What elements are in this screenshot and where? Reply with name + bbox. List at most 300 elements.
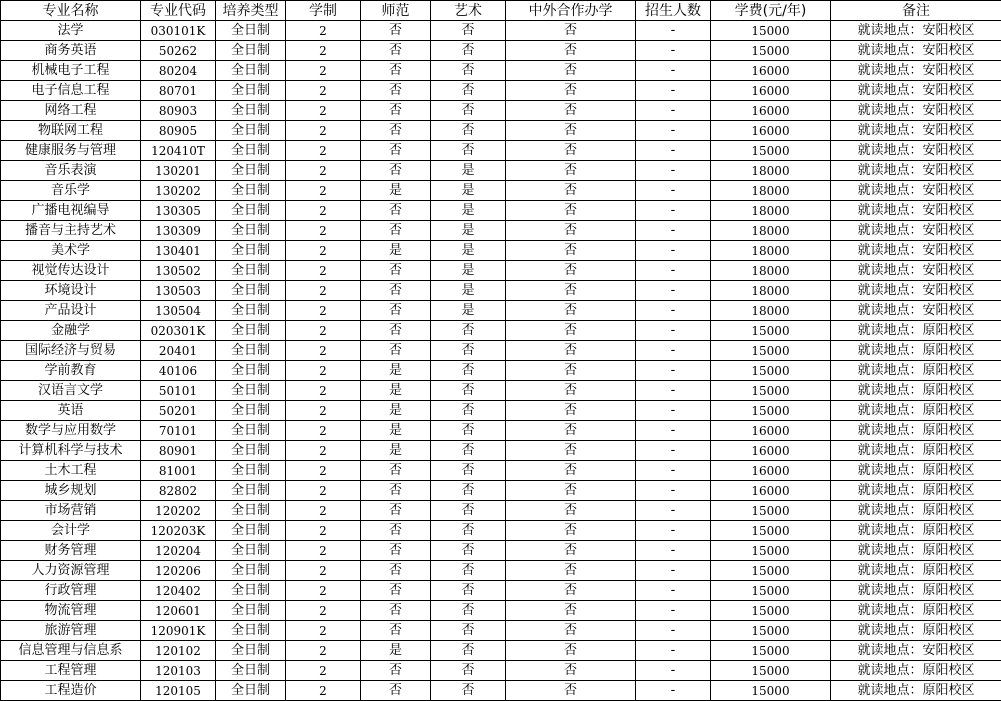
tuition-cell: 18000 xyxy=(711,241,831,261)
remarks-header: 备注 xyxy=(831,1,1001,21)
remarks-cell: 就读地点：原阳校区 xyxy=(831,361,1001,381)
major-name-cell: 播音与主持艺术 xyxy=(1,221,141,241)
major-code-cell: 80903 xyxy=(141,101,216,121)
major-code-cell: 20401 xyxy=(141,341,216,361)
major-code-cell: 120203K xyxy=(141,521,216,541)
art-cell: 否 xyxy=(431,621,506,641)
tuition-cell: 15000 xyxy=(711,381,831,401)
joint-program-cell: 否 xyxy=(506,521,636,541)
major-name-header: 专业名称 xyxy=(1,1,141,21)
enrollment-cell: - xyxy=(636,241,711,261)
training-type-cell: 全日制 xyxy=(216,241,286,261)
joint-program-cell: 否 xyxy=(506,301,636,321)
teacher-training-cell: 否 xyxy=(361,101,431,121)
remarks-cell: 就读地点：原阳校区 xyxy=(831,481,1001,501)
joint-program-cell: 否 xyxy=(506,41,636,61)
major-code-cell: 130309 xyxy=(141,221,216,241)
tuition-cell: 15000 xyxy=(711,321,831,341)
joint-program-cell: 否 xyxy=(506,161,636,181)
tuition-cell: 18000 xyxy=(711,281,831,301)
training-type-cell: 全日制 xyxy=(216,181,286,201)
training-type-cell: 全日制 xyxy=(216,121,286,141)
duration-cell: 2 xyxy=(286,121,361,141)
remarks-cell: 就读地点：安阳校区 xyxy=(831,121,1001,141)
table-row xyxy=(1,41,1001,61)
training-type-cell: 全日制 xyxy=(216,661,286,681)
duration-cell: 2 xyxy=(286,521,361,541)
table-row xyxy=(1,641,1001,661)
remarks-cell: 就读地点：安阳校区 xyxy=(831,81,1001,101)
major-code-cell: 120901K xyxy=(141,621,216,641)
joint-program-cell: 否 xyxy=(506,461,636,481)
duration-cell: 2 xyxy=(286,621,361,641)
major-name-cell: 土木工程 xyxy=(1,461,141,481)
duration-header: 学制 xyxy=(286,1,361,21)
major-code-cell: 120105 xyxy=(141,681,216,701)
enrollment-cell: - xyxy=(636,401,711,421)
major-name-cell: 数学与应用数学 xyxy=(1,421,141,441)
joint-program-cell: 否 xyxy=(506,261,636,281)
major-code-cell: 120206 xyxy=(141,561,216,581)
enrollment-cell: - xyxy=(636,101,711,121)
duration-cell: 2 xyxy=(286,381,361,401)
joint-program-cell: 否 xyxy=(506,21,636,41)
remarks-cell: 就读地点：安阳校区 xyxy=(831,101,1001,121)
major-code-cell: 80901 xyxy=(141,441,216,461)
training-type-cell: 全日制 xyxy=(216,621,286,641)
major-name-cell: 电子信息工程 xyxy=(1,81,141,101)
major-code-cell: 50101 xyxy=(141,381,216,401)
remarks-cell: 就读地点：原阳校区 xyxy=(831,661,1001,681)
enrollment-cell: - xyxy=(636,461,711,481)
teacher-training-cell: 是 xyxy=(361,181,431,201)
major-code-cell: 40106 xyxy=(141,361,216,381)
duration-cell: 2 xyxy=(286,81,361,101)
table-row xyxy=(1,141,1001,161)
tuition-cell: 15000 xyxy=(711,501,831,521)
tuition-cell: 18000 xyxy=(711,161,831,181)
remarks-cell: 就读地点：原阳校区 xyxy=(831,601,1001,621)
table-row xyxy=(1,321,1001,341)
training-type-cell: 全日制 xyxy=(216,501,286,521)
joint-program-cell: 否 xyxy=(506,561,636,581)
enrollment-cell: - xyxy=(636,501,711,521)
art-header: 艺术 xyxy=(431,1,506,21)
duration-cell: 2 xyxy=(286,581,361,601)
table-row xyxy=(1,241,1001,261)
art-cell: 否 xyxy=(431,421,506,441)
major-name-cell: 音乐表演 xyxy=(1,161,141,181)
major-code-cell: 120103 xyxy=(141,661,216,681)
teacher-training-cell: 否 xyxy=(361,201,431,221)
major-name-cell: 健康服务与管理 xyxy=(1,141,141,161)
training-type-cell: 全日制 xyxy=(216,101,286,121)
training-type-cell: 全日制 xyxy=(216,581,286,601)
major-code-cell: 130503 xyxy=(141,281,216,301)
tuition-cell: 15000 xyxy=(711,521,831,541)
major-code-cell: 020301K xyxy=(141,321,216,341)
major-code-cell: 120204 xyxy=(141,541,216,561)
art-cell: 是 xyxy=(431,281,506,301)
tuition-cell: 15000 xyxy=(711,641,831,661)
tuition-cell: 16000 xyxy=(711,461,831,481)
table-row xyxy=(1,481,1001,501)
enrollment-cell: - xyxy=(636,61,711,81)
table-row xyxy=(1,581,1001,601)
training-type-cell: 全日制 xyxy=(216,201,286,221)
art-cell: 是 xyxy=(431,181,506,201)
joint-program-cell: 否 xyxy=(506,361,636,381)
art-cell: 否 xyxy=(431,601,506,621)
major-code-cell: 130401 xyxy=(141,241,216,261)
art-cell: 否 xyxy=(431,101,506,121)
enrollment-cell: - xyxy=(636,81,711,101)
training-type-cell: 全日制 xyxy=(216,361,286,381)
tuition-cell: 15000 xyxy=(711,361,831,381)
major-code-cell: 130201 xyxy=(141,161,216,181)
duration-cell: 2 xyxy=(286,641,361,661)
art-cell: 否 xyxy=(431,441,506,461)
training-type-cell: 全日制 xyxy=(216,521,286,541)
remarks-cell: 就读地点：原阳校区 xyxy=(831,401,1001,421)
joint-program-cell: 否 xyxy=(506,421,636,441)
remarks-cell: 就读地点：原阳校区 xyxy=(831,521,1001,541)
major-code-cell: 50201 xyxy=(141,401,216,421)
table-body xyxy=(1,21,1001,701)
joint-program-cell: 否 xyxy=(506,541,636,561)
teacher-training-cell: 否 xyxy=(361,281,431,301)
table-row xyxy=(1,361,1001,381)
teacher-training-cell: 否 xyxy=(361,321,431,341)
duration-cell: 2 xyxy=(286,61,361,81)
tuition-cell: 15000 xyxy=(711,141,831,161)
enrollment-cell: - xyxy=(636,361,711,381)
training-type-cell: 全日制 xyxy=(216,221,286,241)
duration-cell: 2 xyxy=(286,141,361,161)
joint-program-cell: 否 xyxy=(506,481,636,501)
joint-program-cell: 否 xyxy=(506,641,636,661)
tuition-cell: 15000 xyxy=(711,581,831,601)
joint-program-cell: 否 xyxy=(506,581,636,601)
tuition-cell: 15000 xyxy=(711,561,831,581)
art-cell: 是 xyxy=(431,261,506,281)
teacher-training-header: 师范 xyxy=(361,1,431,21)
major-name-cell: 视觉传达设计 xyxy=(1,261,141,281)
tuition-cell: 15000 xyxy=(711,601,831,621)
table-row xyxy=(1,441,1001,461)
tuition-cell: 15000 xyxy=(711,21,831,41)
remarks-cell: 就读地点：安阳校区 xyxy=(831,21,1001,41)
tuition-cell: 16000 xyxy=(711,441,831,461)
major-name-cell: 法学 xyxy=(1,21,141,41)
teacher-training-cell: 否 xyxy=(361,501,431,521)
teacher-training-cell: 否 xyxy=(361,261,431,281)
training-type-cell: 全日制 xyxy=(216,681,286,701)
tuition-cell: 15000 xyxy=(711,541,831,561)
enrollment-cell: - xyxy=(636,201,711,221)
training-type-cell: 全日制 xyxy=(216,161,286,181)
remarks-cell: 就读地点：安阳校区 xyxy=(831,201,1001,221)
teacher-training-cell: 是 xyxy=(361,361,431,381)
enrollment-cell: - xyxy=(636,141,711,161)
joint-program-cell: 否 xyxy=(506,61,636,81)
remarks-cell: 就读地点：安阳校区 xyxy=(831,241,1001,261)
table-row xyxy=(1,261,1001,281)
joint-program-cell: 否 xyxy=(506,281,636,301)
enrollment-cell: - xyxy=(636,641,711,661)
teacher-training-cell: 是 xyxy=(361,641,431,661)
joint-program-cell: 否 xyxy=(506,441,636,461)
enrollment-cell: - xyxy=(636,601,711,621)
duration-cell: 2 xyxy=(286,401,361,421)
remarks-cell: 就读地点：安阳校区 xyxy=(831,301,1001,321)
teacher-training-cell: 否 xyxy=(361,61,431,81)
table-row xyxy=(1,221,1001,241)
art-cell: 否 xyxy=(431,561,506,581)
major-code-cell: 130502 xyxy=(141,261,216,281)
joint-program-cell: 否 xyxy=(506,181,636,201)
tuition-cell: 18000 xyxy=(711,261,831,281)
duration-cell: 2 xyxy=(286,481,361,501)
table-row xyxy=(1,61,1001,81)
major-code-cell: 030101K xyxy=(141,21,216,41)
enrollment-cell: - xyxy=(636,341,711,361)
teacher-training-cell: 否 xyxy=(361,601,431,621)
joint-program-cell: 否 xyxy=(506,101,636,121)
major-name-cell: 城乡规划 xyxy=(1,481,141,501)
major-name-cell: 市场营销 xyxy=(1,501,141,521)
remarks-cell: 就读地点：原阳校区 xyxy=(831,621,1001,641)
training-type-cell: 全日制 xyxy=(216,301,286,321)
remarks-cell: 就读地点：安阳校区 xyxy=(831,261,1001,281)
art-cell: 否 xyxy=(431,541,506,561)
training-type-cell: 全日制 xyxy=(216,141,286,161)
enrollment-cell: - xyxy=(636,261,711,281)
training-type-cell: 全日制 xyxy=(216,541,286,561)
training-type-cell: 全日制 xyxy=(216,641,286,661)
art-cell: 是 xyxy=(431,241,506,261)
duration-cell: 2 xyxy=(286,601,361,621)
duration-cell: 2 xyxy=(286,661,361,681)
training-type-cell: 全日制 xyxy=(216,341,286,361)
table-row xyxy=(1,301,1001,321)
teacher-training-cell: 否 xyxy=(361,301,431,321)
remarks-cell: 就读地点：原阳校区 xyxy=(831,461,1001,481)
remarks-cell: 就读地点：原阳校区 xyxy=(831,561,1001,581)
table-row xyxy=(1,381,1001,401)
joint-program-cell: 否 xyxy=(506,221,636,241)
art-cell: 否 xyxy=(431,21,506,41)
major-code-cell: 80701 xyxy=(141,81,216,101)
teacher-training-cell: 是 xyxy=(361,421,431,441)
teacher-training-cell: 否 xyxy=(361,581,431,601)
table-row xyxy=(1,401,1001,421)
duration-cell: 2 xyxy=(286,261,361,281)
joint-program-cell: 否 xyxy=(506,401,636,421)
enrollment-cell: - xyxy=(636,441,711,461)
duration-cell: 2 xyxy=(286,181,361,201)
art-cell: 否 xyxy=(431,61,506,81)
enrollment-cell: - xyxy=(636,661,711,681)
duration-cell: 2 xyxy=(286,301,361,321)
enrollment-cell: - xyxy=(636,561,711,581)
duration-cell: 2 xyxy=(286,21,361,41)
joint-program-cell: 否 xyxy=(506,81,636,101)
duration-cell: 2 xyxy=(286,221,361,241)
duration-cell: 2 xyxy=(286,561,361,581)
art-cell: 否 xyxy=(431,461,506,481)
enrollment-cell: - xyxy=(636,221,711,241)
major-code-cell: 80204 xyxy=(141,61,216,81)
tuition-header: 学费(元/年) xyxy=(711,1,831,21)
header-row xyxy=(1,1,1001,21)
training-type-cell: 全日制 xyxy=(216,321,286,341)
remarks-cell: 就读地点：安阳校区 xyxy=(831,161,1001,181)
art-cell: 否 xyxy=(431,321,506,341)
enrollment-cell: - xyxy=(636,421,711,441)
table-row xyxy=(1,501,1001,521)
training-type-cell: 全日制 xyxy=(216,381,286,401)
teacher-training-cell: 否 xyxy=(361,521,431,541)
joint-program-cell: 否 xyxy=(506,621,636,641)
joint-program-cell: 否 xyxy=(506,201,636,221)
joint-program-cell: 否 xyxy=(506,661,636,681)
duration-cell: 2 xyxy=(286,361,361,381)
enrollment-cell: - xyxy=(636,521,711,541)
training-type-cell: 全日制 xyxy=(216,81,286,101)
enrollment-cell: - xyxy=(636,621,711,641)
training-type-cell: 全日制 xyxy=(216,421,286,441)
table-row xyxy=(1,121,1001,141)
table-row xyxy=(1,421,1001,441)
table-row xyxy=(1,281,1001,301)
table-row xyxy=(1,601,1001,621)
remarks-cell: 就读地点：原阳校区 xyxy=(831,681,1001,701)
training-type-cell: 全日制 xyxy=(216,561,286,581)
remarks-cell: 就读地点：安阳校区 xyxy=(831,641,1001,661)
remarks-cell: 就读地点：安阳校区 xyxy=(831,181,1001,201)
joint-program-cell: 否 xyxy=(506,241,636,261)
joint-program-cell: 否 xyxy=(506,681,636,701)
remarks-cell: 就读地点：安阳校区 xyxy=(831,41,1001,61)
major-name-cell: 物联网工程 xyxy=(1,121,141,141)
training-type-cell: 全日制 xyxy=(216,401,286,421)
tuition-cell: 15000 xyxy=(711,401,831,421)
table-row xyxy=(1,521,1001,541)
joint-program-cell: 否 xyxy=(506,121,636,141)
art-cell: 否 xyxy=(431,81,506,101)
joint-program-cell: 否 xyxy=(506,601,636,621)
teacher-training-cell: 否 xyxy=(361,161,431,181)
remarks-cell: 就读地点：原阳校区 xyxy=(831,341,1001,361)
art-cell: 否 xyxy=(431,661,506,681)
joint-program-cell: 否 xyxy=(506,381,636,401)
tuition-cell: 16000 xyxy=(711,121,831,141)
art-cell: 否 xyxy=(431,481,506,501)
table-row xyxy=(1,561,1001,581)
tuition-cell: 16000 xyxy=(711,81,831,101)
major-code-cell: 120601 xyxy=(141,601,216,621)
tuition-cell: 16000 xyxy=(711,421,831,441)
major-code-cell: 130305 xyxy=(141,201,216,221)
major-code-cell: 120410T xyxy=(141,141,216,161)
major-code-cell: 120402 xyxy=(141,581,216,601)
art-cell: 是 xyxy=(431,221,506,241)
training-type-cell: 全日制 xyxy=(216,601,286,621)
enrollment-cell: - xyxy=(636,161,711,181)
training-type-cell: 全日制 xyxy=(216,461,286,481)
art-cell: 否 xyxy=(431,121,506,141)
tuition-cell: 15000 xyxy=(711,661,831,681)
enrollment-cell: - xyxy=(636,181,711,201)
art-cell: 否 xyxy=(431,361,506,381)
teacher-training-cell: 否 xyxy=(361,541,431,561)
joint-program-cell: 否 xyxy=(506,141,636,161)
tuition-cell: 18000 xyxy=(711,301,831,321)
duration-cell: 2 xyxy=(286,161,361,181)
duration-cell: 2 xyxy=(286,501,361,521)
duration-cell: 2 xyxy=(286,201,361,221)
major-name-cell: 网络工程 xyxy=(1,101,141,121)
training-type-cell: 全日制 xyxy=(216,441,286,461)
table-row xyxy=(1,21,1001,41)
major-code-cell: 130504 xyxy=(141,301,216,321)
duration-cell: 2 xyxy=(286,421,361,441)
remarks-cell: 就读地点：原阳校区 xyxy=(831,441,1001,461)
major-name-cell: 英语 xyxy=(1,401,141,421)
training-type-cell: 全日制 xyxy=(216,41,286,61)
table-row xyxy=(1,461,1001,481)
table-row xyxy=(1,201,1001,221)
teacher-training-cell: 否 xyxy=(361,41,431,61)
major-name-cell: 信息管理与信息系 xyxy=(1,641,141,661)
major-name-cell: 人力资源管理 xyxy=(1,561,141,581)
major-name-cell: 国际经济与贸易 xyxy=(1,341,141,361)
teacher-training-cell: 否 xyxy=(361,221,431,241)
teacher-training-cell: 否 xyxy=(361,481,431,501)
major-code-cell: 130202 xyxy=(141,181,216,201)
teacher-training-cell: 是 xyxy=(361,441,431,461)
major-code-cell: 70101 xyxy=(141,421,216,441)
teacher-training-cell: 否 xyxy=(361,661,431,681)
tuition-cell: 18000 xyxy=(711,181,831,201)
major-name-cell: 美术学 xyxy=(1,241,141,261)
remarks-cell: 就读地点：原阳校区 xyxy=(831,421,1001,441)
teacher-training-cell: 是 xyxy=(361,241,431,261)
major-name-cell: 会计学 xyxy=(1,521,141,541)
duration-cell: 2 xyxy=(286,281,361,301)
major-name-cell: 财务管理 xyxy=(1,541,141,561)
table-row xyxy=(1,101,1001,121)
tuition-cell: 15000 xyxy=(711,341,831,361)
major-name-cell: 汉语言文学 xyxy=(1,381,141,401)
table-row xyxy=(1,681,1001,701)
duration-cell: 2 xyxy=(286,321,361,341)
remarks-cell: 就读地点：原阳校区 xyxy=(831,501,1001,521)
major-name-cell: 工程造价 xyxy=(1,681,141,701)
art-cell: 否 xyxy=(431,381,506,401)
duration-cell: 2 xyxy=(286,101,361,121)
table-row xyxy=(1,661,1001,681)
enrollment-cell: - xyxy=(636,41,711,61)
remarks-cell: 就读地点：原阳校区 xyxy=(831,381,1001,401)
table-row xyxy=(1,81,1001,101)
teacher-training-cell: 否 xyxy=(361,681,431,701)
enrollment-header: 招生人数 xyxy=(636,1,711,21)
enrollment-cell: - xyxy=(636,481,711,501)
enrollment-cell: - xyxy=(636,321,711,341)
major-name-cell: 产品设计 xyxy=(1,301,141,321)
